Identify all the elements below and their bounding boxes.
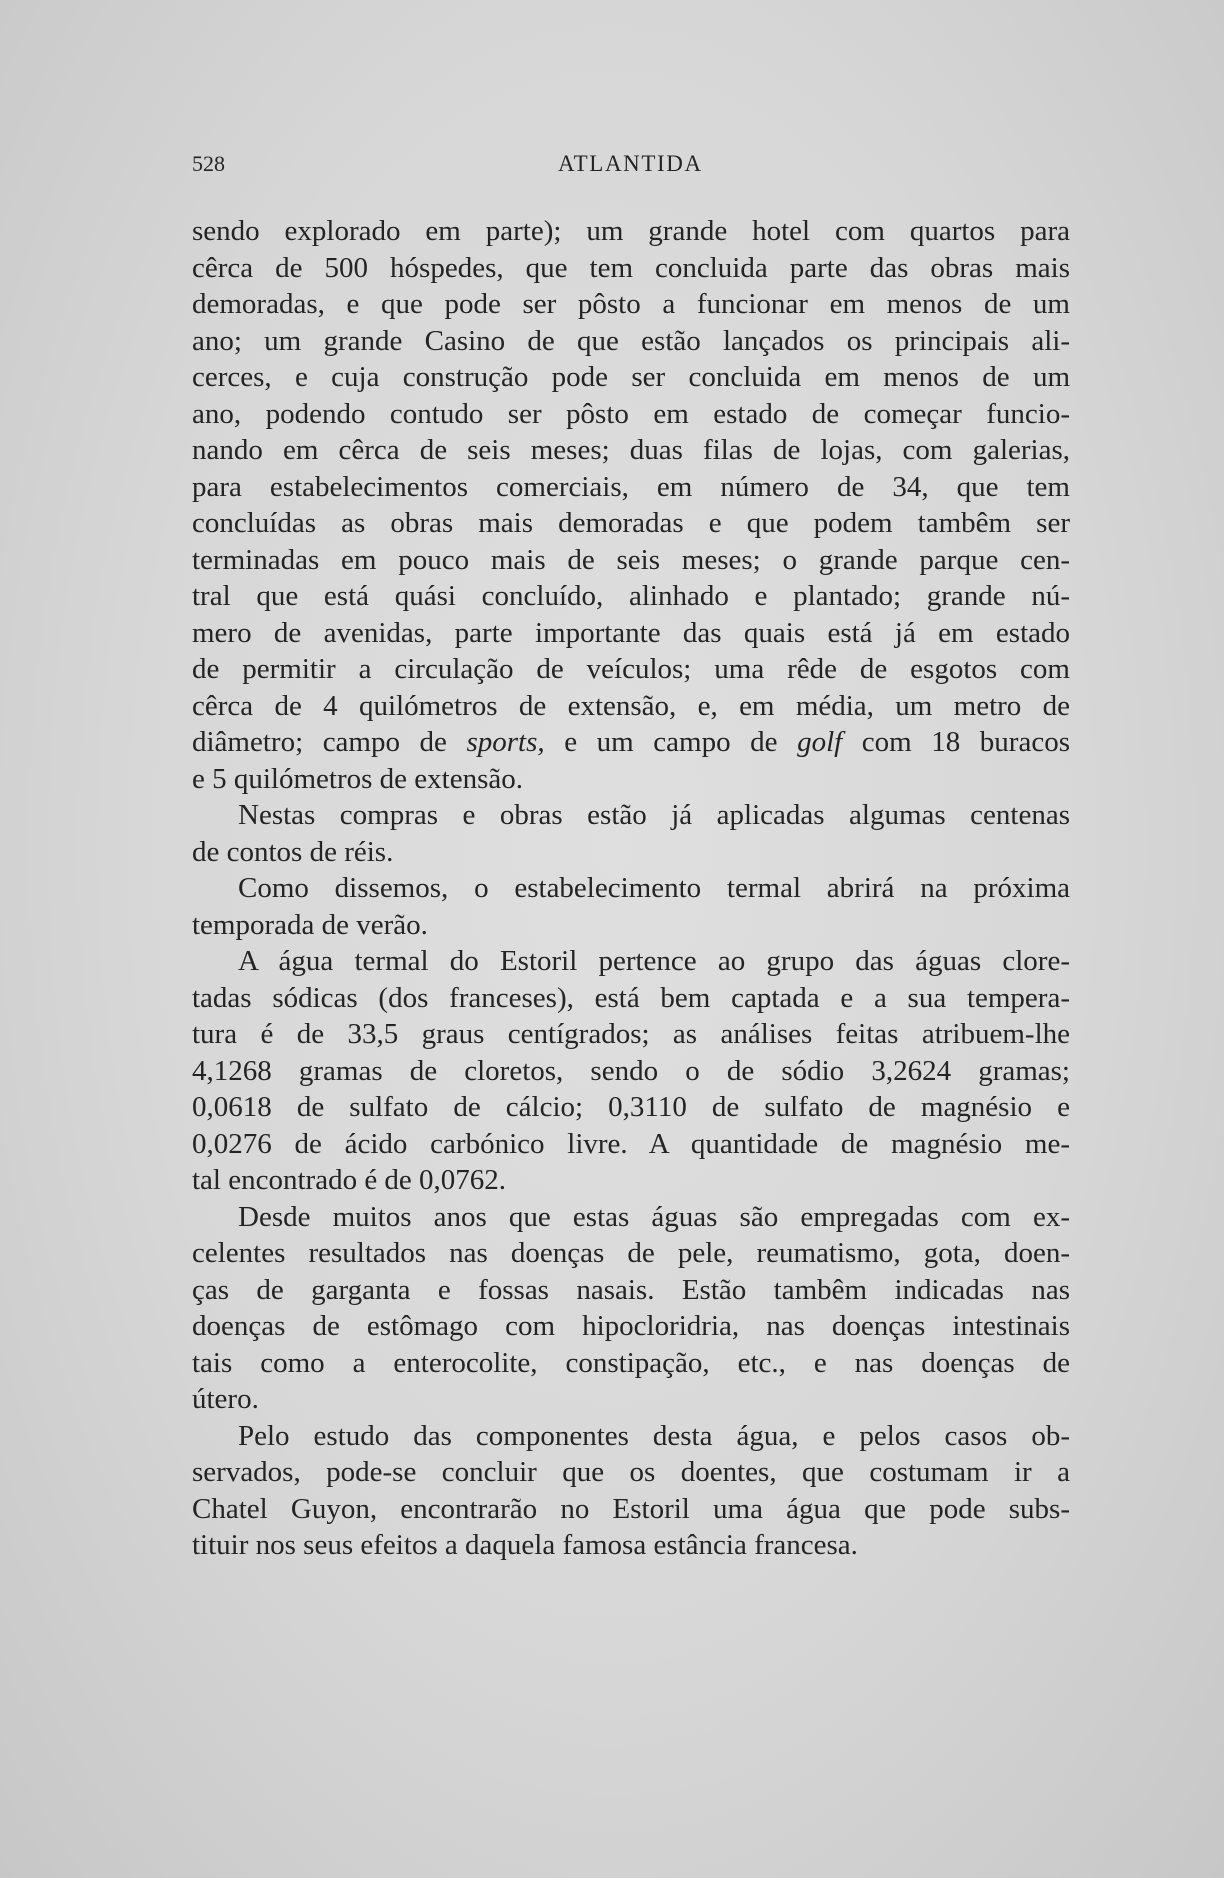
- text-line: e 5 quilómetros de extensão.: [192, 762, 523, 795]
- italic-word-sports: sports,: [466, 726, 545, 758]
- text-segment: com 18 buracos: [842, 726, 1070, 758]
- paragraph-first-line: Pelo estudo das componentes desta água, e pelos casos ob-: [238, 1419, 1070, 1452]
- text-line: ano, podendo contudo ser pôsto em estado de começar funcio-: [192, 397, 1070, 430]
- text-line: para estabelecimentos comerciais, em número de 34, que tem: [192, 470, 1070, 503]
- text-line: útero.: [192, 1383, 259, 1415]
- text-line: tral que está quási concluído, alinhado e plantado; grande nú-: [192, 580, 1070, 612]
- text-line: concluídas as obras mais demoradas e que podem tambêm ser: [192, 507, 1070, 539]
- text-line: celentes resultados nas doenças de pele, reumatismo, gota, doen-: [192, 1237, 1070, 1269]
- page-number: 528: [192, 151, 225, 176]
- text-line: [192, 724, 1070, 761]
- text-line: 0,0276 de ácido carbónico livre. A quantidade de magnésio me-: [192, 1127, 1070, 1160]
- text-segment: diâmetro; campo de: [192, 726, 467, 758]
- running-title: ATLANTIDA: [558, 151, 703, 176]
- text-line: ano; um grande Casino de que estão lançados os principais ali-: [192, 324, 1070, 357]
- text-line: 4,1268 gramas de cloretos, sendo o de sódio 3,2624 gramas;: [192, 1054, 1070, 1087]
- text-line: de permitir a circulação de veículos; uma rêde de esgotos com: [192, 653, 1070, 685]
- text-line: temporada de verão.: [192, 908, 428, 941]
- text-line: ças de garganta e fossas nasais. Estão tambêm indicadas nas: [192, 1273, 1070, 1306]
- text-segment: e um campo de: [544, 726, 798, 758]
- text-line: 0,0618 de sulfato de cálcio; 0,3110 de sulfato de magnésio e: [192, 1091, 1070, 1123]
- text-line: demoradas, e que pode ser pôsto a funcionar em menos de um: [192, 288, 1070, 320]
- text-line: cerces, e cuja construção pode ser concluida em menos de um: [192, 361, 1070, 393]
- text-line: tais como a enterocolite, constipação, etc., e nas doenças de: [192, 1346, 1070, 1379]
- text-line: tadas sódicas (dos franceses), está bem captada e a sua tempera-: [192, 981, 1070, 1014]
- text-line: tal encontrado é de 0,0762.: [192, 1164, 507, 1196]
- text-line: cêrca de 4 quilómetros de extensão, e, em média, um metro de: [192, 689, 1070, 722]
- text-line: doenças de estômago com hipocloridria, nas doenças intestinais: [192, 1310, 1070, 1342]
- paragraph-first-line: Como dissemos, o estabelecimento termal abrirá na próxima: [238, 872, 1070, 904]
- paragraph-first-line: Nestas compras e obras estão já aplicadas algumas centenas: [238, 799, 1070, 831]
- text-line: terminadas em pouco mais de seis meses; o grande parque cen-: [192, 543, 1070, 576]
- text-line: nando em cêrca de seis meses; duas filas de lojas, com galerias,: [192, 434, 1070, 466]
- italic-word-golf: golf: [797, 726, 843, 758]
- paragraph-first-line: Desde muitos anos que estas águas são empregadas com ex-: [238, 1200, 1070, 1233]
- text-line: cêrca de 500 hóspedes, que tem concluida parte das obras mais: [192, 251, 1070, 284]
- paragraph-first-line: A água termal do Estoril pertence ao grupo das águas clore-: [238, 945, 1070, 977]
- text-line: tura é de 33,5 graus centígrados; as análises feitas atribuem-lhe: [192, 1018, 1070, 1050]
- text-line: de contos de réis.: [192, 835, 394, 868]
- text-line: tituir nos seus efeitos a daquela famosa estância francesa.: [192, 1529, 858, 1561]
- text-line: servados, pode-se concluir que os doentes, que costumam ir a: [192, 1456, 1070, 1488]
- text-line: mero de avenidas, parte importante das quais está já em estado: [192, 616, 1070, 649]
- body-text: [192, 213, 1070, 1564]
- text-line: sendo explorado em parte); um grande hotel com quartos para: [192, 215, 1070, 247]
- text-line: Chatel Guyon, encontrarão no Estoril uma água que pode subs-: [192, 1492, 1070, 1525]
